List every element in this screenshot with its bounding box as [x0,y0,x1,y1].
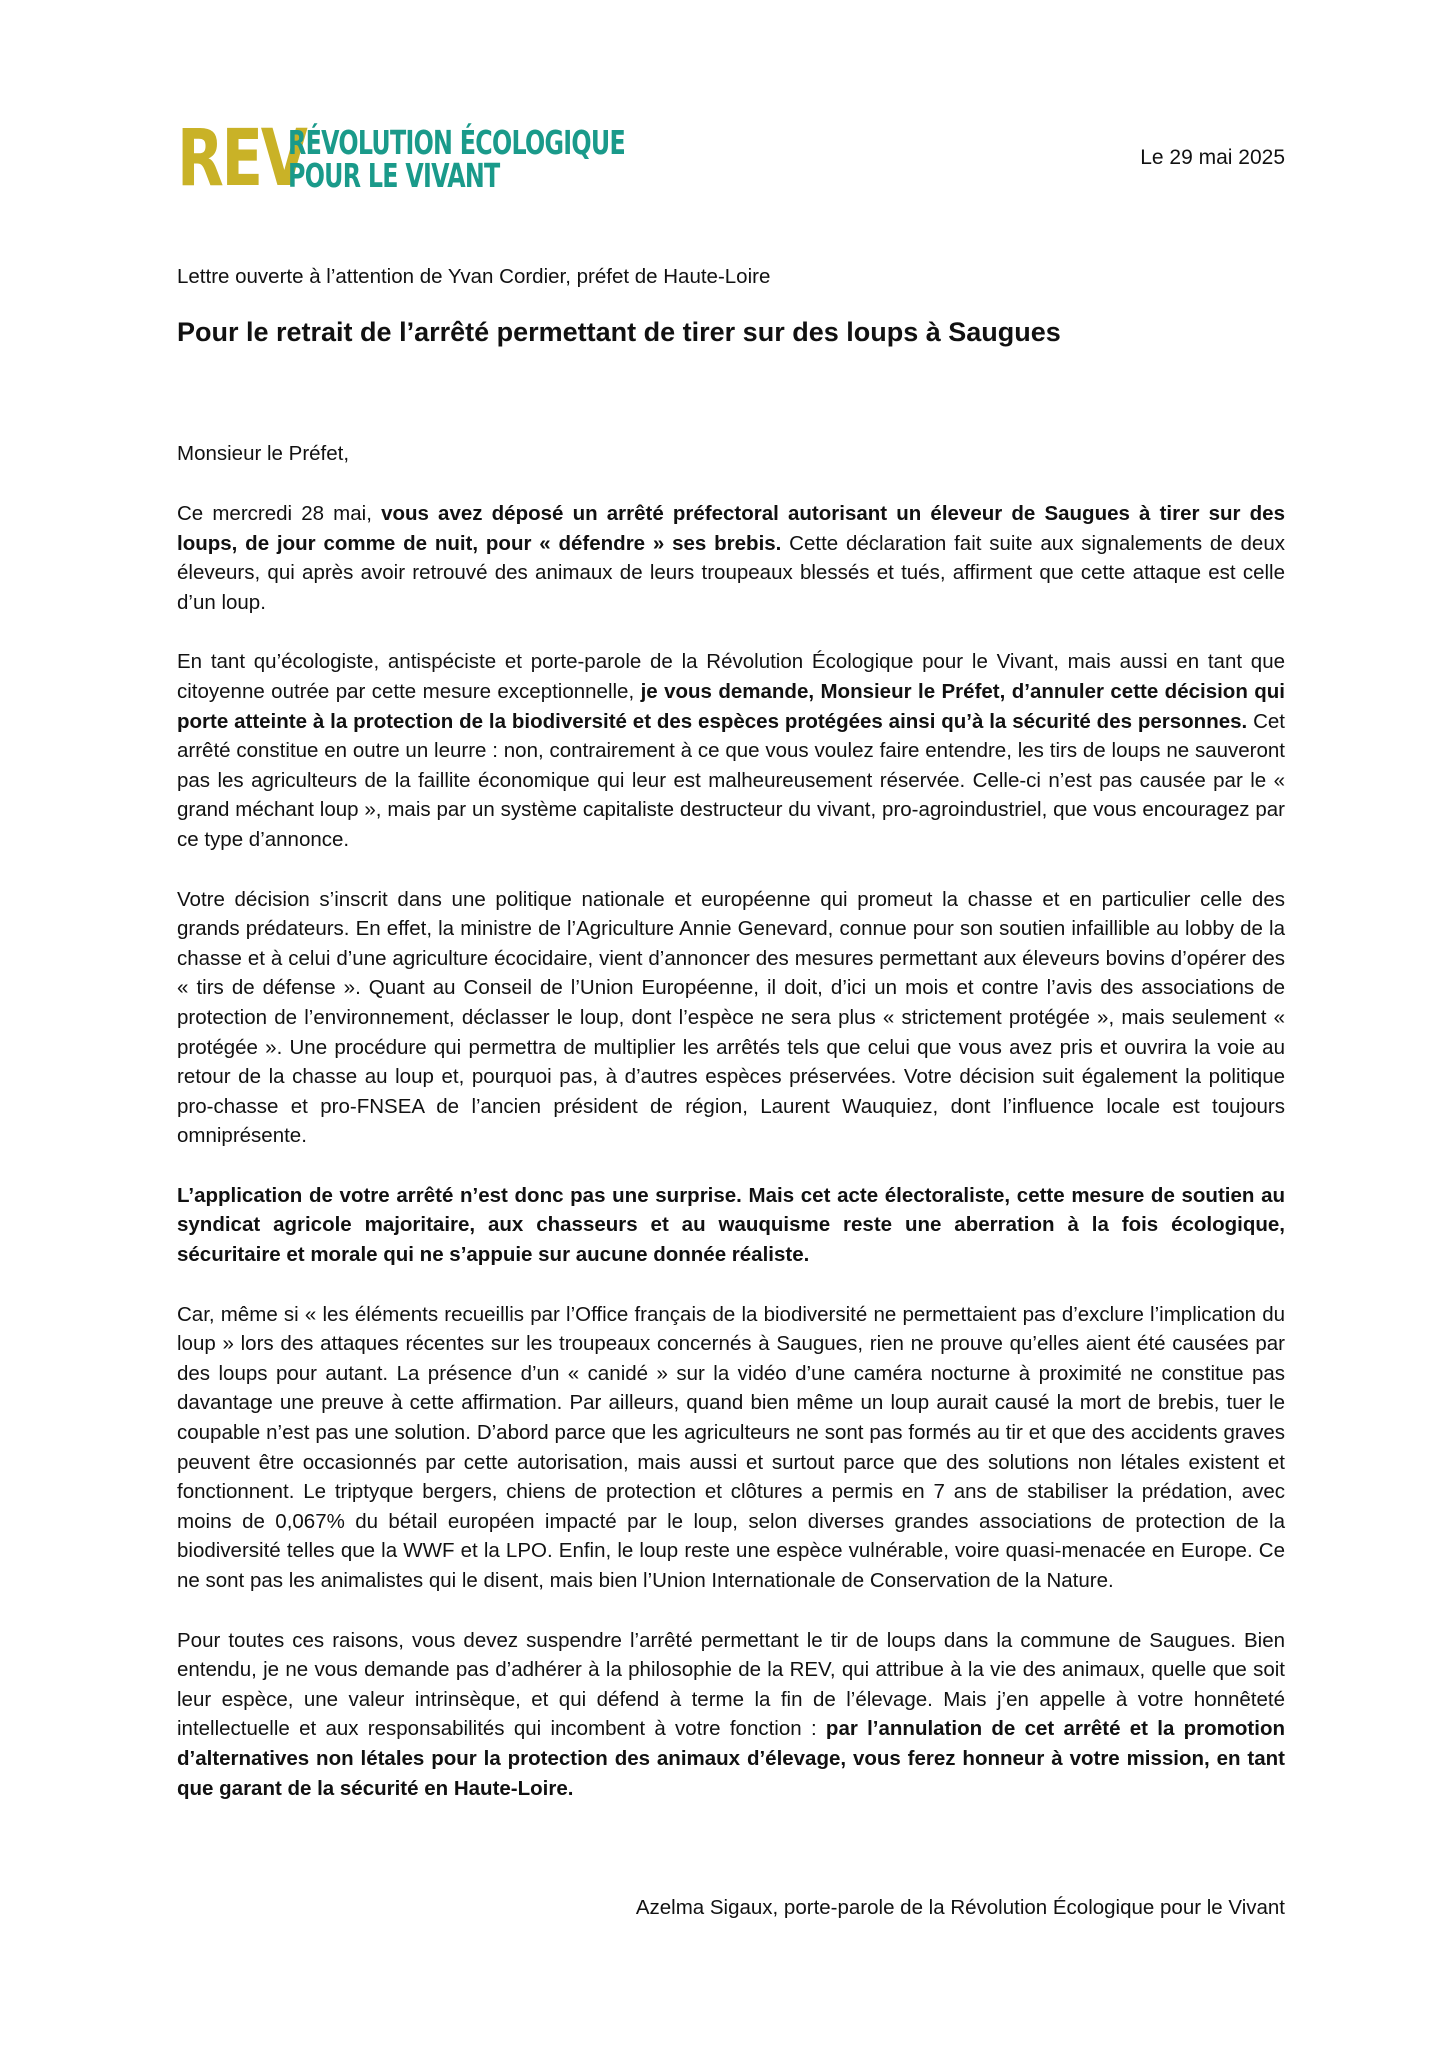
paragraph-4 [177,1181,1285,1270]
letter-date: Le 29 mai 2025 [1140,146,1285,169]
paragraph-5 [177,1300,1285,1596]
paragraph-text: Ce mercredi 28 mai, [177,502,382,525]
logo-line-1: RÉVOLUTION ÉCOLOGIQUE [288,123,625,162]
logo-wordmark [288,123,756,195]
paragraph-text: Votre décision s’inscrit dans une politique nationale et européenne qui promeut la chasse et en particulier celle des grands prédateurs. En effet, la ministre de l’Agriculture Annie Genevard, connue pour son soutien infaillible au lobby de la chasse et à celui d’une agriculture écocidaire, vient d’annoncer des mesures permettant aux éleveurs bovins d’opérer des « tirs de défense ». Quant au Conseil de l’Union Européenne, il doit, d’ici un mois et contre l’avis des associations de protection de l’environnement, déclasser le loup, dont l’espèce ne sera plus « strictement protégée », mais seulement « protégée ». Une procédure qui permettra de multiplier les arrêtés tels que celui que vous avez pris et ouvrira la voie au retour de la chasse au loup et, pourquoi pas, à d’autres espèces préservées. Votre décision suit également la politique pro-chasse et pro-FNSEA de l’ancien président de région, Laurent Wauquiez, dont l’influence locale est toujours omniprésente. [177,887,1285,1148]
recipient-line: Lettre ouverte à l’attention de Yvan Cordier, préfet de Haute-Loire [177,265,771,288]
paragraph-text: Car, même si « les éléments recueillis par l’Office français de la biodiversité ne permettaient pas d’exclure l’implication du loup » lors des attaques récentes sur les troupeaux concernés à Saugues, rien ne prouve qu’elles aient été causées par des loups pour autant. La présence d’un « canidé » sur la vidéo d’une caméra nocturne à proximité ne constitue pas davantage une preuve à cette affirmation. Par ailleurs, quand bien même un loup aurait causé la mort de brebis, tuer le coupable n’est pas une solution. D’abord parce que les agriculteurs ne sont pas formés au tir et que des accidents graves peuvent être occasionnés par cette autorisation, mais aussi et surtout parce que des solutions non létales existent et fonctionnent. Le triptyque bergers, chiens de protection et clôtures a permis en 7 ans de stabiliser la prédation, avec moins de 0,067% du bétail européen impacté par le loup, selon diverses grandes associations de protection de la biodiversité telles que la WWF et la LPO. Enfin, le loup reste une espèce vulnérable, voire quasi-menacée en Europe. Ce ne sont pas les animalistes qui le disent, mais bien l’Union Internationale de Conservation de la Nature. [177,1302,1285,1592]
paragraph-text: Cet arrêté constitue en outre un leurre : non, contrairement à ce que vous voulez faire entendre, les tirs de loups ne sauveront pas les agriculteurs de la faillite économique qui leur est malheureusement réservée. Celle-ci n’est pas causée par le « grand méchant loup », mais par un système capitaliste destructeur du vivant, pro-agroindustriel, que vous encouragez par ce type d’annonce. [177,709,1285,851]
paragraph-1 [177,499,1285,617]
paragraph-text: Cette déclaration fait suite aux signalements de deux éleveurs, qui après avoir retrouvé des animaux de leurs troupeaux blessés et tués, affirment que cette attaque est celle d’un loup. [177,531,1285,614]
paragraph-text: En tant qu’écologiste, antispéciste et porte-parole de la Révolution Écologique pour le Vivant, mais aussi en tant que citoyenne outrée par cette mesure exceptionnelle, [177,650,1285,703]
paragraph-bold-text: L’application de votre arrêté n’est donc pas une surprise. Mais cet acte électoraliste, cette mesure de soutien au syndicat agricole majoritaire, aux chasseurs et au wauquisme reste une aberration à la fois écologique, sécuritaire et morale qui ne s’appuie sur aucune donnée réaliste. [177,1183,1285,1267]
salutation: Monsieur le Préfet, [177,442,350,465]
logo-line-2: POUR LE VIVANT [288,156,500,195]
paragraph-bold-text: vous avez déposé un arrêté préfectoral autorisant un éleveur de Saugues à tirer sur des loups, de jour comme de nuit, pour « défendre » ses brebis. [177,502,1285,555]
paragraph-bold-text: je vous demande, Monsieur le Préfet, d’annuler cette décision qui porte atteinte à la protection de la biodiversité et des espèces protégées ainsi qu’à la sécurité des personnes. [177,679,1285,733]
paragraph-6 [177,1626,1285,1804]
paragraph-bold-text: par l’annulation de cet arrêté et la promotion d’alternatives non létales pour la protection des animaux d’élevage, vous ferez honneur à votre mission, en tant que garant de la sécurité en Haute-Loire. [177,1717,1286,1800]
paragraph-2 [177,647,1285,854]
paragraph-3 [177,885,1285,1151]
logo-abbr: REV [177,114,306,204]
paragraph-text: Pour toutes ces raisons, vous devez suspendre l’arrêté permettant le tir de loups dans la commune de Saugues. Bien entendu, je ne vous demande pas d’adhérer à la philosophie de la REV, qui attribue à la vie des animaux, quelle que soit leur espèce, une valeur intrinsèque, et qui défend à terme la fin de l’élevage. Mais j’en appelle à votre honnêteté intellectuelle et aux responsabilités qui incombent à votre fonction : [177,1628,1285,1741]
letter-title: Pour le retrait de l’arrêté permettant de tirer sur des loups à Saugues [177,317,1061,347]
signature: Azelma Sigaux, porte-parole de la Révolution Écologique pour le Vivant [635,1896,1285,1919]
rev-logo [177,114,756,204]
letter-body [177,262,1285,1803]
